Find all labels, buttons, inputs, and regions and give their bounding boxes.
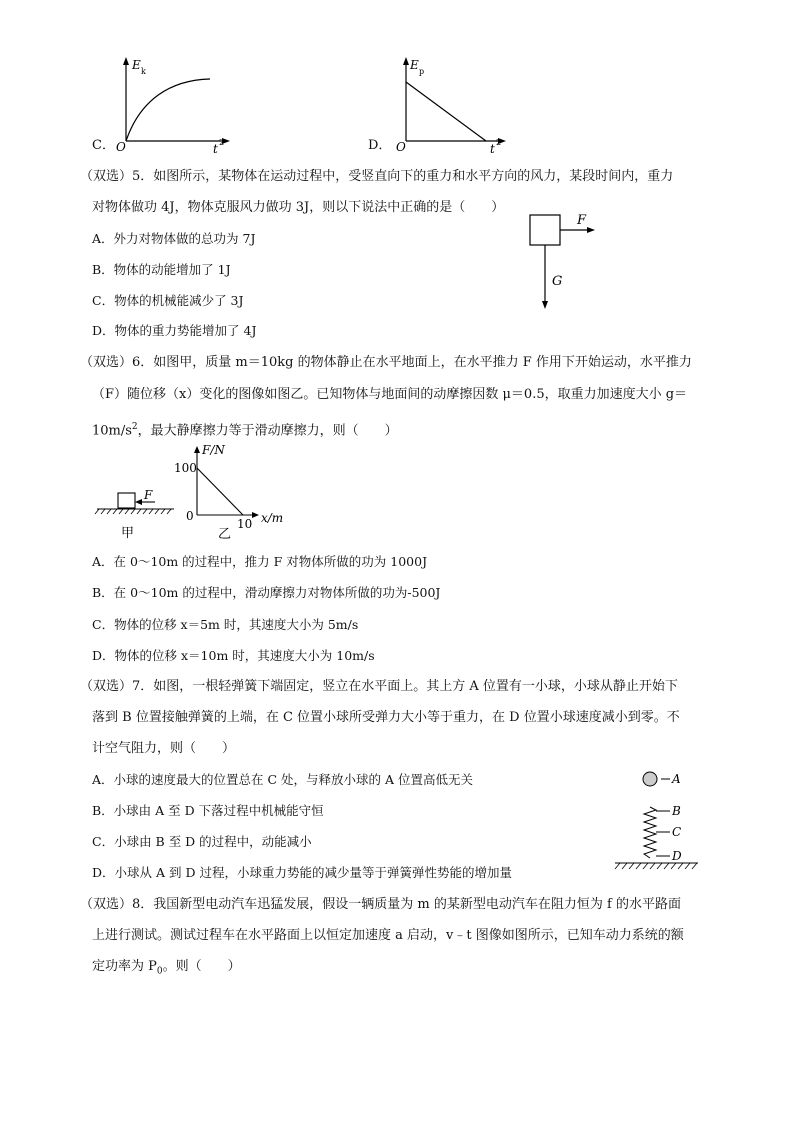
- graph-c-kinetic-energy: [110, 55, 240, 155]
- graph-c-ysub: k: [141, 67, 146, 76]
- q7-label-d: D: [672, 849, 682, 863]
- q6-option-a: A．在 0～10m 的过程中，推力 F 对物体所做的功为 1000J: [92, 554, 428, 569]
- q5-force-diagram: [525, 210, 605, 315]
- graph-d-option-label: D．: [368, 138, 392, 153]
- q6-yi-yaxis-label: F/N: [202, 443, 225, 457]
- q7-label-b: B: [672, 804, 681, 818]
- q6-stem-line-2: （F）随位移（x）变化的图像如图乙。已知物体与地面间的动摩擦因数 μ＝0.5，取重力加速度大小 g＝: [92, 387, 688, 402]
- q5-stem-line-2: 对物体做功 4J，物体克服风力做功 3J，则以下说法中正确的是（ ）: [92, 200, 505, 215]
- q7-stem-line-2: 落到 B 位置接触弹簧的上端，在 C 位置小球所受弹力大小等于重力，在 D 位置小球速度减小到零。不: [92, 710, 680, 725]
- graph-d-xsup: 2: [496, 138, 502, 147]
- graph-c-xsup: 2: [219, 138, 225, 147]
- q8-stem-line-3: [92, 958, 241, 981]
- graph-c-ylabel: E: [132, 58, 141, 72]
- graph-c-xlabel: t: [213, 142, 218, 156]
- q8-stem-line-1: （双选）8．我国新型电动汽车迅猛发展，假设一辆质量为 m 的某新型电动汽车在阻力恒为 f 的水平路面: [80, 897, 681, 912]
- q6-stem-line-3-sup: 2: [131, 422, 138, 432]
- q5-stem-line-1: （双选）5．如图所示，某物体在运动过程中，受竖直向下的重力和水平方向的风力，某段时间内，重力: [80, 169, 674, 184]
- q7-spring-figure: [610, 765, 710, 880]
- graph-d-ysub: p: [419, 67, 425, 76]
- q6-jia-label: 甲: [121, 526, 135, 541]
- q7-option-b: B．小球由 A 至 D 下落过程中机械能守恒: [92, 803, 324, 818]
- q6-option-c: C．物体的位移 x＝5m 时，其速度大小为 5m/s: [92, 617, 359, 632]
- q5-option-b: B．物体的动能增加了 1J: [92, 262, 231, 277]
- graph-d-origin: O: [396, 140, 406, 154]
- q6-yi-origin: 0: [186, 509, 194, 523]
- q7-option-d: D．小球从 A 到 D 过程，小球重力势能的减少量等于弹簧弹性势能的增加量: [92, 865, 512, 880]
- q6-yi-y-tick: 100: [174, 461, 197, 475]
- q5-option-a: A．外力对物体做的总功为 7J: [92, 231, 256, 246]
- q5-option-d: D．物体的重力势能增加了 4J: [92, 323, 257, 338]
- q8-stem-line-2: 上进行测试。测试过程车在水平路面上以恒定加速度 a 启动，v﹣t 图像如图所示，已知车动力系统的额: [92, 928, 684, 943]
- graph-d-ylabel: E: [410, 58, 419, 72]
- q6-figure-yi-graph: [170, 440, 300, 545]
- q5-option-c: C．物体的机械能减少了 3J: [92, 293, 244, 308]
- q7-label-a: A: [672, 772, 681, 786]
- q6-option-b: B．在 0～10m 的过程中，滑动摩擦力对物体所做的功为-500J: [92, 585, 441, 600]
- q7-stem-line-1: （双选）7．如图，一根轻弹簧下端固定，竖立在水平面上。其上方 A 位置有一小球，小球从静止开始下: [80, 679, 678, 694]
- q5-force-f-label: F: [577, 213, 587, 228]
- graph-d-xlabel: t: [490, 142, 495, 156]
- q7-ball: [643, 772, 657, 786]
- q6-stem-line-1: （双选）6．如图甲，质量 m＝10kg 的物体静止在水平地面上，在水平推力 F 作用下开始运动，水平推力: [80, 355, 692, 370]
- q6-stem-line-3-prefix: 10m/s: [92, 423, 132, 439]
- q6-figure-jia: [92, 485, 182, 545]
- q6-yi-xaxis-label: x/m: [261, 511, 284, 525]
- q7-stem-line-3: 计空气阻力，则（ ）: [92, 741, 236, 756]
- q7-label-c: C: [672, 825, 682, 839]
- q5-force-g-label: G: [552, 274, 563, 289]
- q6-option-d: D．物体的位移 x＝10m 时，其速度大小为 10m/s: [92, 648, 375, 663]
- q8-stem-line-3-prefix: 定功率为 P: [92, 959, 157, 974]
- q6-yi-label: 乙: [218, 527, 232, 542]
- graph-d-potential-energy: [390, 55, 520, 155]
- q6-yi-x-tick: 10: [237, 517, 253, 531]
- q8-stem-line-3-suffix: 。则（ ）: [162, 959, 241, 974]
- graph-c-origin: O: [116, 140, 126, 154]
- q6-stem-line-3: [92, 418, 398, 440]
- q7-option-c: C．小球由 B 至 D 的过程中，动能减小: [92, 834, 312, 849]
- graph-c-option-label: C．: [92, 138, 115, 153]
- q7-option-a: A．小球的速度最大的位置总在 C 处，与释放小球的 A 位置高低无关: [92, 772, 474, 787]
- q8-stem-line-3-sub: 0: [156, 966, 163, 977]
- q6-stem-line-3-suffix: ，最大静摩擦力等于滑动摩擦力，则（ ）: [137, 423, 398, 439]
- q6-jia-force-label: F: [144, 488, 153, 502]
